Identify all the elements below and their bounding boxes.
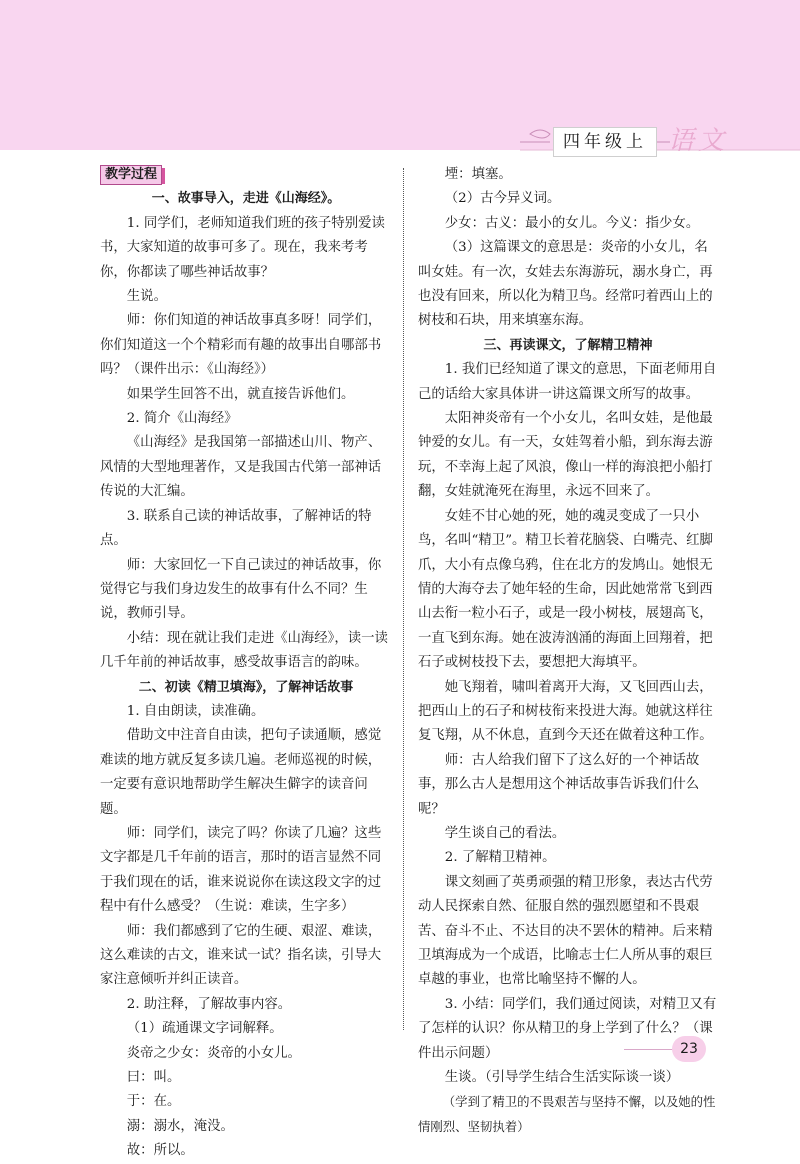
page-number: 23 — [672, 1036, 706, 1062]
paragraph: 师：古人给我们留下了这么好的一个神话故事，那么古人是想用这个神话故事告诉我们什么呢？ — [418, 752, 700, 817]
column-divider — [403, 168, 404, 1030]
section-tag: 教学过程 — [100, 165, 162, 185]
paragraph: （1）疏通课文字词解释。 — [126, 1021, 283, 1037]
heading-3: 三、再读课文，了解精卫精神 — [483, 337, 653, 353]
paragraph: （2）古今异义词。 — [444, 191, 561, 207]
page-footer — [624, 1036, 800, 1066]
heading-1: 一、故事导入，走进《山海经》。 — [151, 191, 341, 207]
paragraph: 溺：溺水，淹没。 — [126, 1118, 234, 1134]
paragraph: 师：我们都感到了它的生硬、艰涩、难读，这么难读的古文，谁来试一试？指名读，引导大家注意倾听并纠正读音。 — [100, 923, 382, 988]
heading-2: 二、初读《精卫填海》，了解神话故事 — [138, 679, 354, 695]
paragraph: （3）这篇课文的意思是：炎帝的小女儿，名叫女娃。有一次，女娃去东海游玩，溺水身亡，再也没有回来，所以化为精卫鸟。经常叼着西山上的树枝和石块，用来填塞东海。 — [418, 240, 713, 329]
paragraph: 炎帝之少女：炎帝的小女儿。 — [126, 1045, 301, 1061]
paragraph: 堙：填塞。 — [444, 167, 512, 182]
paragraph: 课文刻画了英勇顽强的精卫形象，表达古代劳动人民探索自然、征服自然的强烈愿望和不畏艰苦、奋斗不止、不达目的决不罢休的精神。后来精卫填海成为一个成语，比喻志士仁人所从事的艰巨卓越的事业，也常比喻坚持不懈的人。 — [418, 874, 713, 988]
paragraph: 1. 自由朗读，读准确。 — [126, 703, 265, 719]
paragraph: 故：所以。 — [126, 1143, 194, 1159]
paragraph: 生谈。（引导学生结合生活实际谈一谈） — [444, 1070, 680, 1086]
subject-label: 语文 — [668, 126, 729, 156]
paragraph: 小结：现在就让我们走进《山海经》，读一读几千年前的神话故事，感受故事语言的韵味。 — [100, 630, 388, 671]
grade-label: 四年级上 — [553, 127, 657, 157]
paragraph: 3. 联系自己读的神话故事，了解神话的特点。 — [100, 508, 372, 549]
paragraph: 于：在。 — [126, 1094, 181, 1110]
paragraph: 少女：古义：最小的女儿。今义：指少女。 — [444, 215, 700, 231]
paragraph: （学到了精卫的不畏艰苦与坚持不懈，以及她的性情刚烈、坚韧执着） — [418, 1094, 716, 1134]
paragraph: 1. 同学们，老师知道我们班的孩子特别爱读书，大家知道的故事可多了。现在，我来考考你，你都读了哪些神话故事？ — [100, 215, 385, 280]
paragraph: 借助文中注音自由读，把句子读通顺，感觉难读的地方就反复多读几遍。老师巡视的时候，一定要有意识地帮助学生解决生僻字的读音问题。 — [100, 728, 382, 817]
paragraph: 学生谈自己的看法。 — [444, 825, 566, 841]
paragraph: 《山海经》是我国第一部描述山川、物产、风情的大型地理著作，又是我国古代第一部神话传说的大汇编。 — [100, 435, 382, 500]
left-column — [100, 163, 392, 1164]
paragraph: 女娃不甘心她的死，她的魂灵变成了一只小鸟，名叫“精卫”。精卫长着花脑袋、白嘴壳、红脚爪，大小有点像乌鸦，住在北方的发鸠山。她恨无情的大海夺去了她年轻的生命，因此她常常飞到西山去衔一粒小石子，或是一段小树枝，展翅高飞，一直飞到东海。她在波涛汹涌的海面上回翔着，把石子或树枝投下去，要想把大海填平。 — [418, 508, 713, 671]
paragraph: 2. 助注释，了解故事内容。 — [126, 996, 292, 1012]
paragraph: 3. 小结：同学们，我们通过阅读，对精卫又有了怎样的认识？你从精卫的身上学到了什么？（课件出示问题） — [418, 996, 717, 1061]
paragraph: 师：大家回忆一下自己读过的神话故事，你觉得它与我们身边发生的故事有什么不同？生说，教师引导。 — [100, 557, 382, 622]
paragraph: 师：你们知道的神话故事真多呀！同学们，你们知道这一个个精彩而有趣的故事出自哪部书吗？（课件出示：《山海经》） — [100, 313, 382, 378]
footer-rule — [624, 1049, 678, 1050]
paragraph: 师：同学们，读完了吗？你读了几遍？这些文字都是几千年前的语言，那时的语言显然不同于我们现在的话，谁来说说你在读这段文字的过程中有什么感受？（生说：难读，生字多） — [100, 825, 382, 915]
paragraph: 如果学生回答不出，就直接告诉他们。 — [126, 386, 355, 402]
paragraph: 太阳神炎帝有一个小女儿，名叫女娃，是他最钟爱的女儿。有一天，女娃驾着小船，到东海去游玩，不幸海上起了风浪，像山一样的海浪把小船打翻，女娃就淹死在海里，永远不回来了。 — [418, 411, 713, 500]
paragraph: 2. 了解精卫精神。 — [444, 850, 556, 866]
paragraph: 生说。 — [126, 289, 167, 305]
paragraph: 她飞翔着，啸叫着离开大海，又飞回西山去，把西山上的石子和树枝衔来投进大海。她就这样往复飞翔，从不休息，直到今天还在做着这种工作。 — [418, 679, 713, 744]
right-column — [418, 163, 718, 1139]
paragraph: 曰：叫。 — [126, 1070, 181, 1086]
paragraph: 2. 简介《山海经》 — [126, 411, 238, 427]
paragraph: 1. 我们已经知道了课文的意思，下面老师用自己的话给大家具体讲一讲这篇课文所写的故事。 — [418, 362, 717, 402]
